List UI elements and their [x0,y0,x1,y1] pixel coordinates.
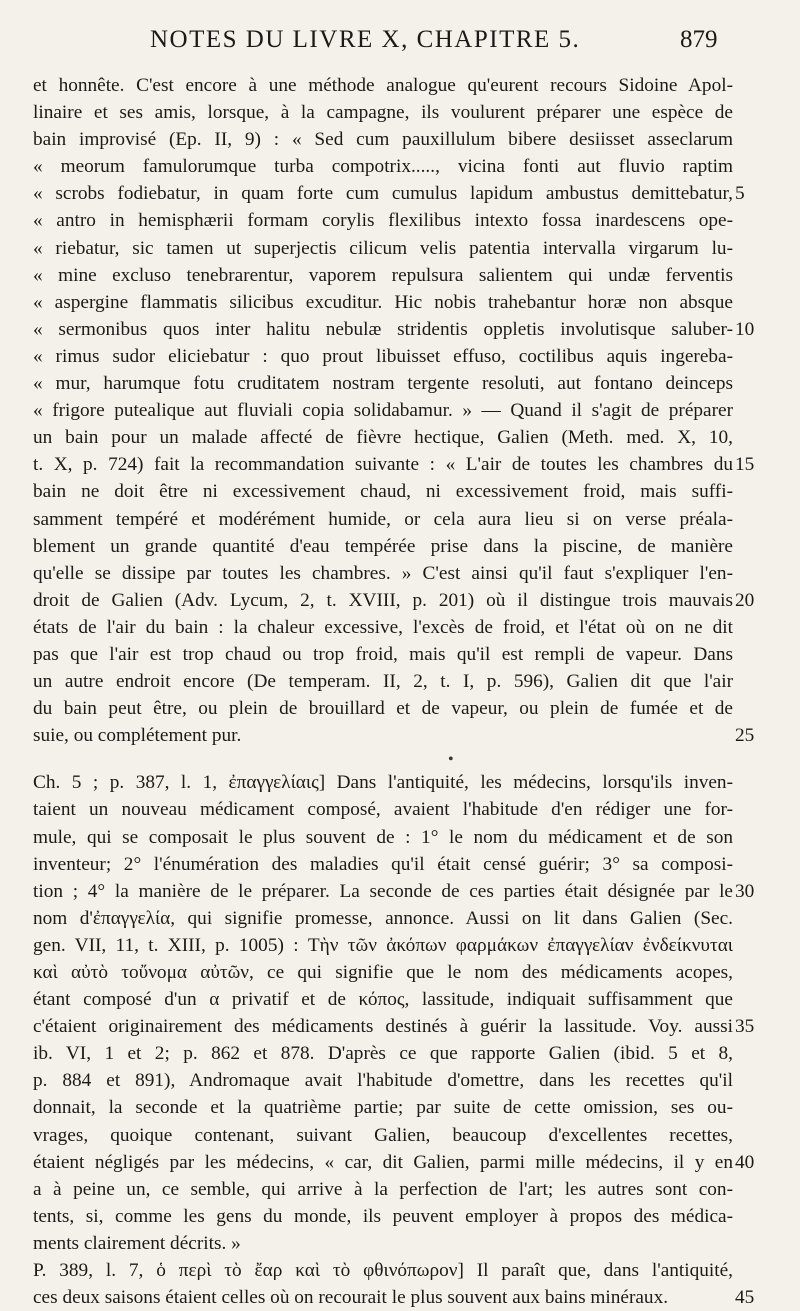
line-text: donnait, la seconde et la quatrième partie; par suite de cette omission, ses ou- [33,1097,733,1119]
running-title: NOTES DU LIVRE X, CHAPITRE 5. [150,26,581,53]
text-body [33,72,755,1311]
text-line [33,824,733,851]
text-line [33,986,733,1013]
text-line [33,478,733,505]
line-text: qu'elle se dissipe par toutes les chambres. » C'est ainsi qu'il faut s'expliquer l'en- [33,562,733,584]
text-line [33,1203,733,1230]
text-line [33,506,733,533]
line-text: a à peine un, ce semble, qui arrive à la perfection de l'art; les autres sont con- [33,1178,733,1200]
line-text: droit de Galien (Adv. Lycum, 2, t. XVIII, p. 201) où il distingue trois mauvais [33,589,733,611]
line-text: vrages, quoique contenant, suivant Galien, beaucoup d'excellentes recettes, [33,1124,733,1146]
text-line [33,207,733,234]
line-number: 40 [735,1151,755,1173]
text-line [33,72,733,99]
line-number: 15 [735,454,755,476]
line-text: « frigore putealique aut fluviali copia solidabamur. » — Quand il s'agit de préparer [33,400,733,422]
page-number: 879 [680,26,718,53]
line-text: « antro in hemisphærii formam corylis flexilibus intexto fossa inardescens ope- [33,210,733,232]
line-text: καὶ αὐτὸ τοὔνομα αὐτῶν, ce qui signifie que le nom des médicaments acopes, [33,962,733,983]
text-line [33,1013,755,1040]
text-line [33,1040,733,1067]
text-line [33,316,755,343]
line-text: « rimus sudor eliciebatur : quo prout libuisset effuso, coctilibus aquis ingereba- [33,345,733,367]
line-number: 20 [735,589,755,611]
line-text: samment tempéré et modérément humide, or cela aura lieu si on verse préala- [33,508,733,530]
line-number: 45 [735,1287,755,1309]
line-text: un autre endroit encore (De temperam. II, 2, t. I, p. 596), Galien dit que l'air [33,671,733,693]
line-number: 30 [735,880,755,902]
line-text: un bain pour un malade affecté de fièvre hectique, Galien (Meth. med. X, 10, [33,427,733,449]
line-text: « riebatur, sic tamen ut superjectis cilicum velis patentia intervalla virgarum lu- [33,237,733,259]
line-text: P. 389, l. 7, ὁ περὶ τὸ ἔαρ καὶ τὸ φθινόπωρον] Il paraît que, dans l'antiquité, [33,1260,733,1282]
line-text: p. 884 et 891), Andromaque avait l'habitude d'omettre, dans les recettes qu'il [33,1070,733,1092]
text-line [33,769,733,796]
line-text: étant composé d'un α privatif et de κόπος, lassitude, indiquait suffisamment que [33,989,733,1011]
line-text: taient un nouveau médicament composé, avaient l'habitude d'en rédiger une for- [33,799,733,821]
line-text: suie, ou complétement pur. [33,725,242,747]
line-text: étaient négligés par les médecins, « car, dit Galien, parmi mille médecins, il y en [33,1151,733,1173]
line-text: blement un grande quantité d'eau tempérée prise dans la piscine, de manière [33,535,733,557]
line-text: c'étaient originairement des médicaments destinés à guérir la lassitude. Voy. aussi [33,1016,733,1038]
text-line [33,126,733,153]
line-text: gen. VII, 11, t. XIII, p. 1005) : Τὴν τῶν ἀκόπων φαρμάκων ἐπαγγελίαν ἐνδείκνυται [33,934,733,956]
line-text: ces deux saisons étaient celles où on recourait le plus souvent aux bains minéraux. [33,1287,669,1309]
text-line [33,722,755,749]
section-separator [33,749,733,769]
text-line [33,180,745,207]
text-line [33,959,733,986]
line-text: et honnête. C'est encore à une méthode analogue qu'eurent recours Sidoine Apol- [33,75,733,96]
line-text: « scrobs fodiebatur, in quam forte cum cumulus lapidum ambustus demittebatur, [33,183,733,205]
text-line [33,1176,733,1203]
line-text: pas que l'air est trop chaud ou trop froid, mais qu'il est rempli de vapeur. Dans [33,643,733,665]
text-line [33,343,733,370]
text-line [33,560,733,587]
text-line [33,932,733,959]
line-number: 25 [735,725,755,747]
text-line [33,1067,733,1094]
line-text: tents, si, comme les gens du monde, ils peuvent employer à propos des médica- [33,1205,733,1227]
line-text: ments clairement décrits. » [33,1232,241,1254]
line-number: 35 [735,1016,755,1038]
text-line [33,1149,755,1176]
text-line [33,533,733,560]
line-text: inventeur; 2° l'énumération des maladies qu'il était censé guérir; 3° sa composi- [33,853,733,875]
line-number: 5 [735,183,745,205]
text-line [33,397,733,424]
text-line [33,905,733,932]
line-text: bain improvisé (Ep. II, 9) : « Sed cum pauxillulum bibere desiisset asseclarum [33,129,733,151]
text-line [33,1094,733,1121]
line-text: états de l'air du bain : la chaleur excessive, l'excès de froid, et l'état où on ne dit [33,616,733,638]
text-line [33,289,733,316]
text-line [33,1122,733,1149]
text-line [33,1257,733,1284]
line-text: bain ne doit être ni excessivement chaud, ni excessivement froid, mais suffi- [33,481,733,503]
text-line [33,235,733,262]
line-text: « aspergine flammatis silicibus excuditur. Hic nobis trahebantur horæ non absque [33,291,733,313]
line-text: « mine excluso tenebrarentur, vaporem repulsura salientem qui undæ ferventis [33,264,733,286]
line-text: « sermonibus quos inter halitu nebulæ stridentis oppletis involutisque saluber- [33,318,733,340]
running-head [0,22,800,62]
text-line [33,668,733,695]
text-line [33,451,755,478]
text-line [33,370,733,397]
line-text: tion ; 4° la manière de le préparer. La seconde de ces parties était désignée par le [33,880,733,902]
line-text: « mur, harumque fotu cruditatem nostram tergente resoluti, aut fontano deinceps [33,373,733,395]
line-text: du bain peut être, ou plein de brouillard et de vapeur, ou plein de fumée et de [33,698,733,720]
line-text: mule, qui se composait le plus souvent de : 1° le nom du médicament et de son [33,826,733,848]
separator-mark: • [448,751,454,769]
line-text: nom d'ἐπαγγελία, qui signifie promesse, annonce. Aussi on lit dans Galien (Sec. [33,907,733,929]
line-text: « meorum famulorumque turba compotrix....., vicina fonti aut fluvio raptim [33,156,733,178]
text-line [33,614,733,641]
text-line [33,1230,733,1257]
text-line [33,99,733,126]
text-line [33,695,733,722]
line-text: linaire et ses amis, lorsque, à la campagne, ils voulurent préparer une espèce de [33,102,733,124]
text-line [33,878,755,905]
text-line [33,851,733,878]
line-number: 10 [735,318,755,340]
text-line [33,153,733,180]
text-line [33,262,733,289]
text-line [33,1284,755,1311]
text-line [33,587,755,614]
text-line [33,641,733,668]
line-text: t. X, p. 724) fait la recommandation suivante : « L'air de toutes les chambres du [33,454,733,476]
line-text: ib. VI, 1 et 2; p. 862 et 878. D'après ce que rapporte Galien (ibid. 5 et 8, [33,1043,733,1065]
text-line [33,424,733,451]
line-text: Ch. 5 ; p. 387, l. 1, ἐπαγγελίαις] Dans l'antiquité, les médecins, lorsqu'ils inven- [33,772,733,794]
text-line [33,796,733,823]
